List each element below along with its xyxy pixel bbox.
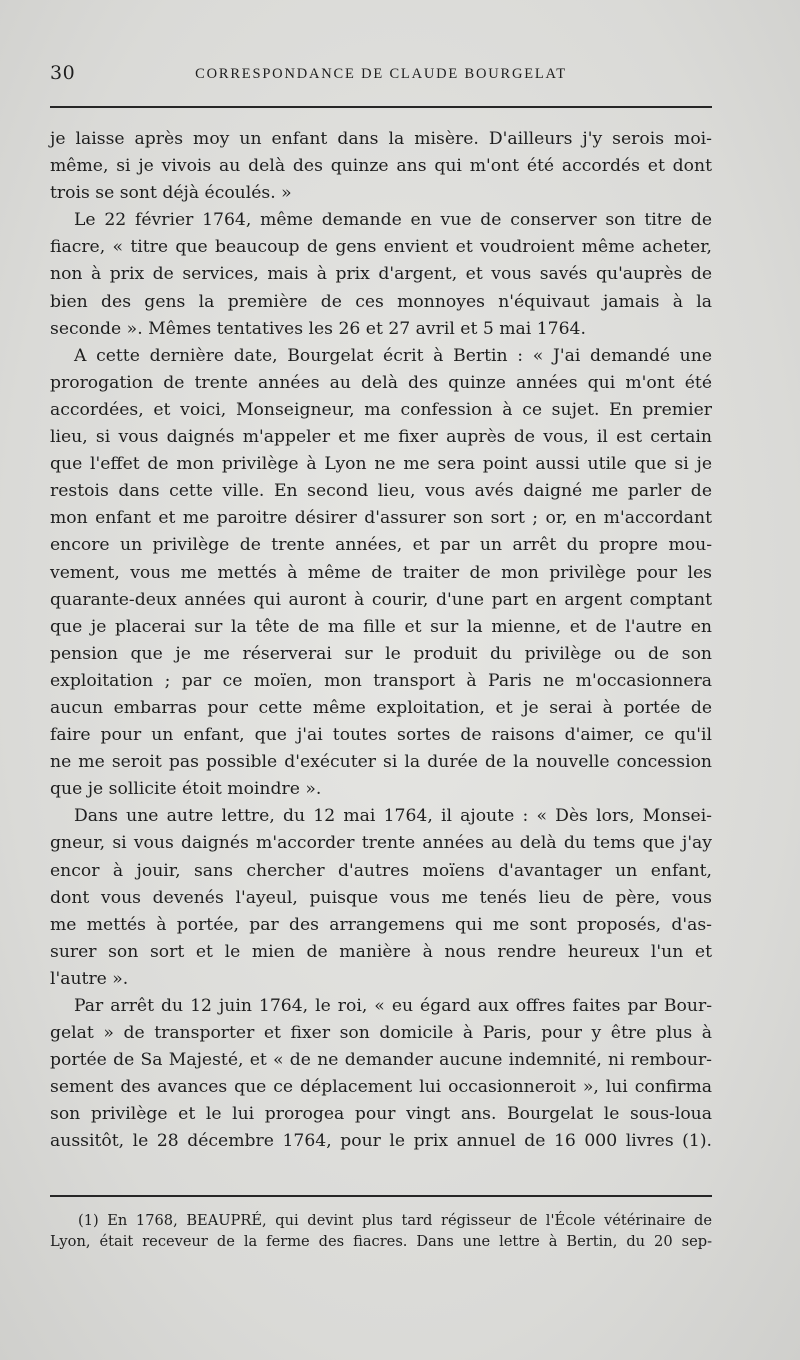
body-line: Par arrêt du 12 juin 1764, le roi, « eu égard aux offres faites par Bour- — [74, 996, 712, 1016]
body-line: l'autre ». — [50, 968, 129, 989]
body-line: A cette dernière date, Bourgelat écrit à Bertin : « J'ai demandé une — [74, 345, 712, 366]
footnote-line: (1) En 1768, BEAUPRÉ, qui devint plus tard régisseur de l'École vétérinaire de — [78, 1212, 712, 1229]
body-line: me mettés à portée, par des arrangemens qui me sont proposés, d'as- — [50, 914, 712, 935]
body-line: Le 22 février 1764, même demande en vue de conserver son titre de — [74, 210, 712, 231]
footnote-line: Lyon, était receveur de la ferme des fiacres. Dans une lettre à Bertin, du 20 sep- — [50, 1233, 712, 1250]
body-line: vement, vous me mettés à même de traiter de mon privilège pour les — [50, 562, 712, 583]
body-line: non à prix de services, mais à prix d'argent, et vous savés qu'auprès de — [50, 264, 712, 285]
page-number: 30 — [50, 62, 76, 84]
body-line: gneur, si vous daignés m'accorder trente années au delà du tems que j'ay — [50, 833, 712, 854]
body-line: accordées, et voici, Monseigneur, ma confession à ce sujet. En premier — [50, 399, 712, 420]
body-line: fiacre, « titre que beaucoup de gens envient et voudroient même acheter, — [50, 237, 712, 258]
body-line: gelat » de transporter et fixer son domicile à Paris, pour y être plus à — [50, 1023, 712, 1044]
body-line: sement des avances que ce déplacement lui occasionneroit », lui confirma — [50, 1077, 712, 1098]
body-line: ne me seroit pas possible d'exécuter si la durée de la nouvelle concession — [50, 752, 712, 773]
body-line: son privilège et le lui prorogea pour vingt ans. Bourgelat le sous-loua — [50, 1104, 712, 1125]
body-line: que je placerai sur la tête de ma fille et sur la mienne, et de l'autre en — [50, 616, 712, 637]
body-line: quarante-deux années qui auront à courir, d'une part en argent comptant — [50, 589, 712, 610]
body-line: encore un privilège de trente années, et par un arrêt du propre mou- — [50, 535, 712, 556]
header-rule — [50, 106, 712, 108]
body-line: restois dans cette ville. En second lieu, vous avés daigné me parler de — [50, 481, 712, 502]
body-line: que l'effet de mon privilège à Lyon ne me sera point aussi utile que si je — [50, 454, 712, 475]
body-line: Dans une autre lettre, du 12 mai 1764, il ajoute : « Dès lors, Monsei- — [74, 806, 712, 827]
body-line: je laisse après moy un enfant dans la misère. D'ailleurs j'y serois moi- — [50, 129, 712, 149]
body-line: aucun embarras pour cette même exploitation, et je serai à portée de — [50, 697, 712, 718]
running-title: CORRESPONDANCE DE CLAUDE BOURGELAT — [195, 66, 567, 82]
page-header — [50, 62, 712, 92]
body-line: même, si je vivois au delà des quinze ans qui m'ont été accordés et dont — [50, 156, 712, 177]
body-line: faire pour un enfant, que j'ai toutes sortes de raisons d'aimer, ce qu'il — [50, 725, 712, 746]
body-line: prorogation de trente années au delà des quinze années qui m'ont été — [50, 372, 712, 393]
body-line: lieu, si vous daignés m'appeler et me fixer auprès de vous, il est certain — [50, 427, 712, 448]
footnote — [50, 1210, 712, 1252]
body-line: trois se sont déjà écoulés. » — [50, 183, 292, 204]
body-line: que je sollicite étoit moindre ». — [50, 779, 322, 800]
body-line: dont vous devenés l'ayeul, puisque vous me tenés lieu de père, vous — [50, 887, 712, 908]
body-line: portée de Sa Majesté, et « de ne demander aucune indemnité, ni rembour- — [50, 1050, 712, 1071]
body-line: exploitation ; par ce moïen, mon transport à Paris ne m'occasionnera — [50, 670, 712, 691]
body-line: encor à jouir, sans chercher d'autres moïens d'avantager un enfant, — [50, 860, 712, 881]
body-text — [50, 126, 712, 1156]
footnote-rule — [50, 1195, 712, 1197]
body-line: bien des gens la première de ces monnoyes n'équivaut jamais à la — [50, 291, 712, 312]
body-line: surer son sort et le mien de manière à nous rendre heureux l'un et — [50, 941, 712, 962]
body-line: mon enfant et me paroitre désirer d'assurer son sort ; or, en m'accordant — [50, 508, 712, 529]
body-line: pension que je me réserverai sur le produit du privilège ou de son — [50, 643, 712, 664]
body-line: aussitôt, le 28 décembre 1764, pour le prix annuel de 16 000 livres (1). — [50, 1131, 712, 1152]
body-line: seconde ». Mêmes tentatives les 26 et 27 avril et 5 mai 1764. — [50, 318, 586, 339]
